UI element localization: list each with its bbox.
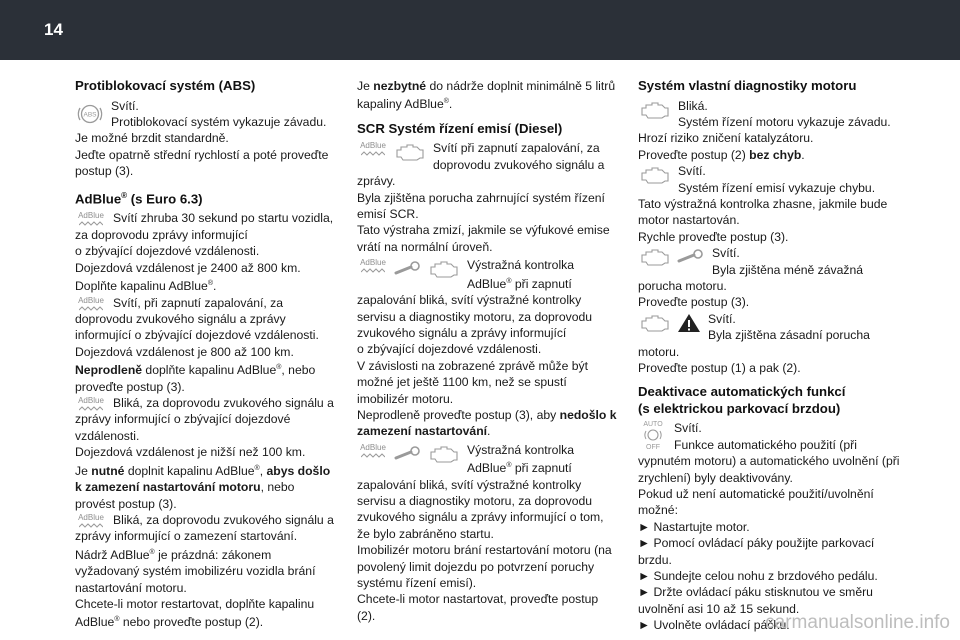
- column-left: Protiblokovací systém (ABS) ABS Svítí. Protiblokovací systém vykazuje závadu. Je možné brzdit standardně. Jeďte opatrně střední rychlostí a poté proveďte postup (3). AdBlue® (s Euro 6.3) AdBlue Svítí zhruba 30 sekund po startu vozidla, za doprovodu zprávy informující o zbývající dojezdové vzdálenosti. Dojezdová vzdálenost je 2400 až 800 km. Doplňte kapalinu AdBlue®. AdBlue Svítí, při zapnutí zapalování, za doprovodu zvukového signálu a zprávy informující o zbývající dojezdové vzdálenosti. Dojezdová vzdálenost je 800 až 100 km. Neprodleně doplňte kapalinu AdBlue®, nebo proveďte postup (3). AdBlue Bliká, za doprovodu zvukového signálu a zprávy informující o zbývající dojezdové vzdálenosti. Dojezdová vzdálenost je nižší než 100 km. Je nutné doplnit kapalinu AdBlue®, abys došlo k zamezení nastartování motoru, nebo provést postup (3). AdBlue Bliká, za doprovodu zvukového signálu a zprávy informující o zamezení startování. Nádrž AdBlue® je prázdná: zákonem vyžadovaný systém imobilizéru vozidla brání nastartování motoru. Chcete-li motor restartovat, doplňte kapalinu AdBlue® nebo proveďte postup (2).: [75, 78, 337, 631]
- adblue-item-2: AdBlue Svítí, při zapnutí zapalování, za doprovodu zvukového signálu a zprávy informující o zbývající dojezdové vzdálenosti.: [75, 295, 319, 343]
- step-1: ► Nastartujte motor.: [638, 519, 750, 534]
- adblue-icon: AdBlue: [357, 258, 389, 273]
- scr-item-2: AdBlue Výstražná kontrolka AdBlue® při zapnutí zapalování bliká, svítí výstražné kontrolky servisu a diagnostiky motoru, za doprovodu zvukového signálu a zprávy informující: [357, 258, 593, 340]
- page-header-bar: [0, 0, 960, 60]
- adblue-item-4: AdBlue Bliká, za doprovodu zvukového signálu a zprávy informující o zamezení startování.: [75, 512, 334, 544]
- scr-heading: SCR Systém řízení emisí (Diesel): [357, 120, 563, 136]
- engine-icon: [427, 443, 461, 465]
- wrench-icon: [393, 258, 423, 280]
- column-right: Systém vlastní diagnostiky motoru Bliká. Systém řízení motoru vykazuje závadu. Hrozí riziko zničení katalyzátoru. Proveďte postup (2) bez chyb. Svítí. Systém řízení emisí vykazuje chybu. Tato výstražná kontrolka zhasne, jakmile bude motor nastartován. Rychle proveďte postup (3). Svítí. Byla zjištěna méně závažná porucha motoru. Proveďte postup (3). Svítí. Byla zjištěna zásadní porucha motoru. Proveďte postup (1) a pak (2). Deaktivace automatických funkcí (s elektrickou parkovací brzdou) AUTO OFF Svítí. Funkce automatického použití (při vypnutém motoru) a automatického uvolnění (při zrychlení) byly deaktivovány. Pokud už není automatické použití/uvolnění možné: ► Nastartujte motor. ► Pomocí ovládací páky použijte parkovací brzdu. ► Sundejte celou nohu z brzdového pedálu. ► Držte ovládací páku stisknutou ve směru uvolnění asi 10 až 15 sekund. ► Uvolněte ovládací páčku.: [638, 78, 904, 634]
- adblue-icon: AdBlue: [75, 296, 107, 311]
- watermark: carmanualsonline.info: [765, 612, 950, 633]
- adblue-icon: AdBlue: [75, 396, 107, 411]
- adblue-item-3: AdBlue Bliká, za doprovodu zvukového signálu a zprávy informující o zbývající dojezdové vzdálenosti.: [75, 396, 334, 443]
- diag-item-2: Svítí. Systém řízení emisí vykazuje chybu.: [638, 163, 904, 196]
- engine-icon: [393, 141, 427, 163]
- adblue-icon: AdBlue: [357, 141, 389, 156]
- diagnostics-heading: Systém vlastní diagnostiky motoru: [638, 78, 857, 93]
- step-3: ► Sundejte celou nohu z brzdového pedálu.: [638, 569, 878, 584]
- abs-warning-icon: [75, 99, 105, 129]
- step-2: ► Pomocí ovládací páky použijte parkovací brzdu.: [638, 536, 875, 567]
- adblue-heading: AdBlue® (s Euro 6.3): [75, 190, 203, 206]
- step-4: ► Držte ovládací páku stisknutou ve směru uvolnění asi 10 až 15 sekund.: [638, 585, 873, 616]
- warning-triangle-icon: [676, 312, 702, 334]
- page-number: 14: [44, 20, 63, 39]
- engine-icon: [638, 246, 672, 268]
- column-middle: Je nezbytné do nádrže doplnit minimálně 5 litrů kapaliny AdBlue®. SCR Systém řízení emisí (Diesel) AdBlue Svítí při zapnutí zapalování, za doprovodu zvukového signálu a zprávy. Byla zjištěna porucha zahrnující systém řízení emisí SCR. Tato výstraha zmizí, jakmile se výfukové emise vrátí na normální úroveň. AdBlue Výstražná kontrolka AdBlue® při zapnutí zapalování bliká, svítí výstražné kontrolky servisu a diagnostiky motoru, za doprovodu zvukového signálu a zprávy informující o zbývající dojezdové vzdálenosti. V závislosti na zobrazené zprávě může být možné jet ještě 1100 km, než se spustí imobilizér motoru. Neprodleně proveďte postup (3), aby nedošlo k zamezení nastartování. AdBlue Výstražná kontrolka AdBlue® při zapnutí zapalování bliká, svítí výstražné kontrolky servisu a diagnostiky motoru, za doprovodu zvukového signálu a zprávy informující o tom, že bylo zabráněno startu. Imobilizér motoru brání restartování motoru (na povolený limit dojezdu po potvrzení poruchy systému řízení emisí). Chcete-li motor nastartovat, proveďte postup (2).: [357, 78, 619, 624]
- auto-functions-heading: Deaktivace automatických funkcí (s elektrickou parkovací brzdou): [638, 384, 846, 416]
- adblue-icon: AdBlue: [75, 513, 107, 528]
- diag-item-3: Svítí. Byla zjištěna méně závažná porucha motoru.: [638, 246, 864, 293]
- diag-item-1: Bliká. Systém řízení motoru vykazuje závadu.: [638, 98, 904, 131]
- svg-text:ABS: ABS: [83, 111, 97, 118]
- auto-off-item: AUTO OFF Svítí. Funkce automatického použití (při vypnutém motoru) a automatického uvolnění (při zrychlení) byly deaktivovány.: [638, 421, 900, 485]
- engine-icon: [638, 164, 672, 186]
- wrench-icon: [393, 443, 423, 465]
- engine-icon: [638, 99, 672, 121]
- adblue-icon: AdBlue: [357, 443, 389, 458]
- diag-item-4: Svítí. Byla zjištěna zásadní porucha motoru.: [638, 311, 870, 359]
- adblue-item-1: AdBlue Svítí zhruba 30 sekund po startu vozidla, za doprovodu zprávy informující: [75, 211, 334, 242]
- scr-item-3: AdBlue Výstražná kontrolka AdBlue® při zapnutí zapalování bliká, svítí výstražné kontrolky servisu a diagnostiky motoru, za doprovodu zvukového signálu a zprávy informující o tom, že bylo zabráněno startu.: [357, 442, 604, 541]
- auto-off-icon: AUTO OFF: [643, 421, 663, 452]
- engine-icon: [427, 258, 461, 280]
- abs-heading: Protiblokovací systém (ABS): [75, 78, 256, 93]
- engine-icon: [638, 312, 672, 334]
- adblue-icon: AdBlue: [75, 211, 107, 226]
- wrench-icon: [676, 246, 706, 268]
- scr-item-1: AdBlue Svítí při zapnutí zapalování, za doprovodu zvukového signálu a zprávy.: [357, 141, 605, 189]
- step-5: ► Uvolněte ovládací páčku.: [638, 618, 790, 633]
- abs-item: ABS Svítí. Protiblokovací systém vykazuje závadu.: [75, 98, 337, 131]
